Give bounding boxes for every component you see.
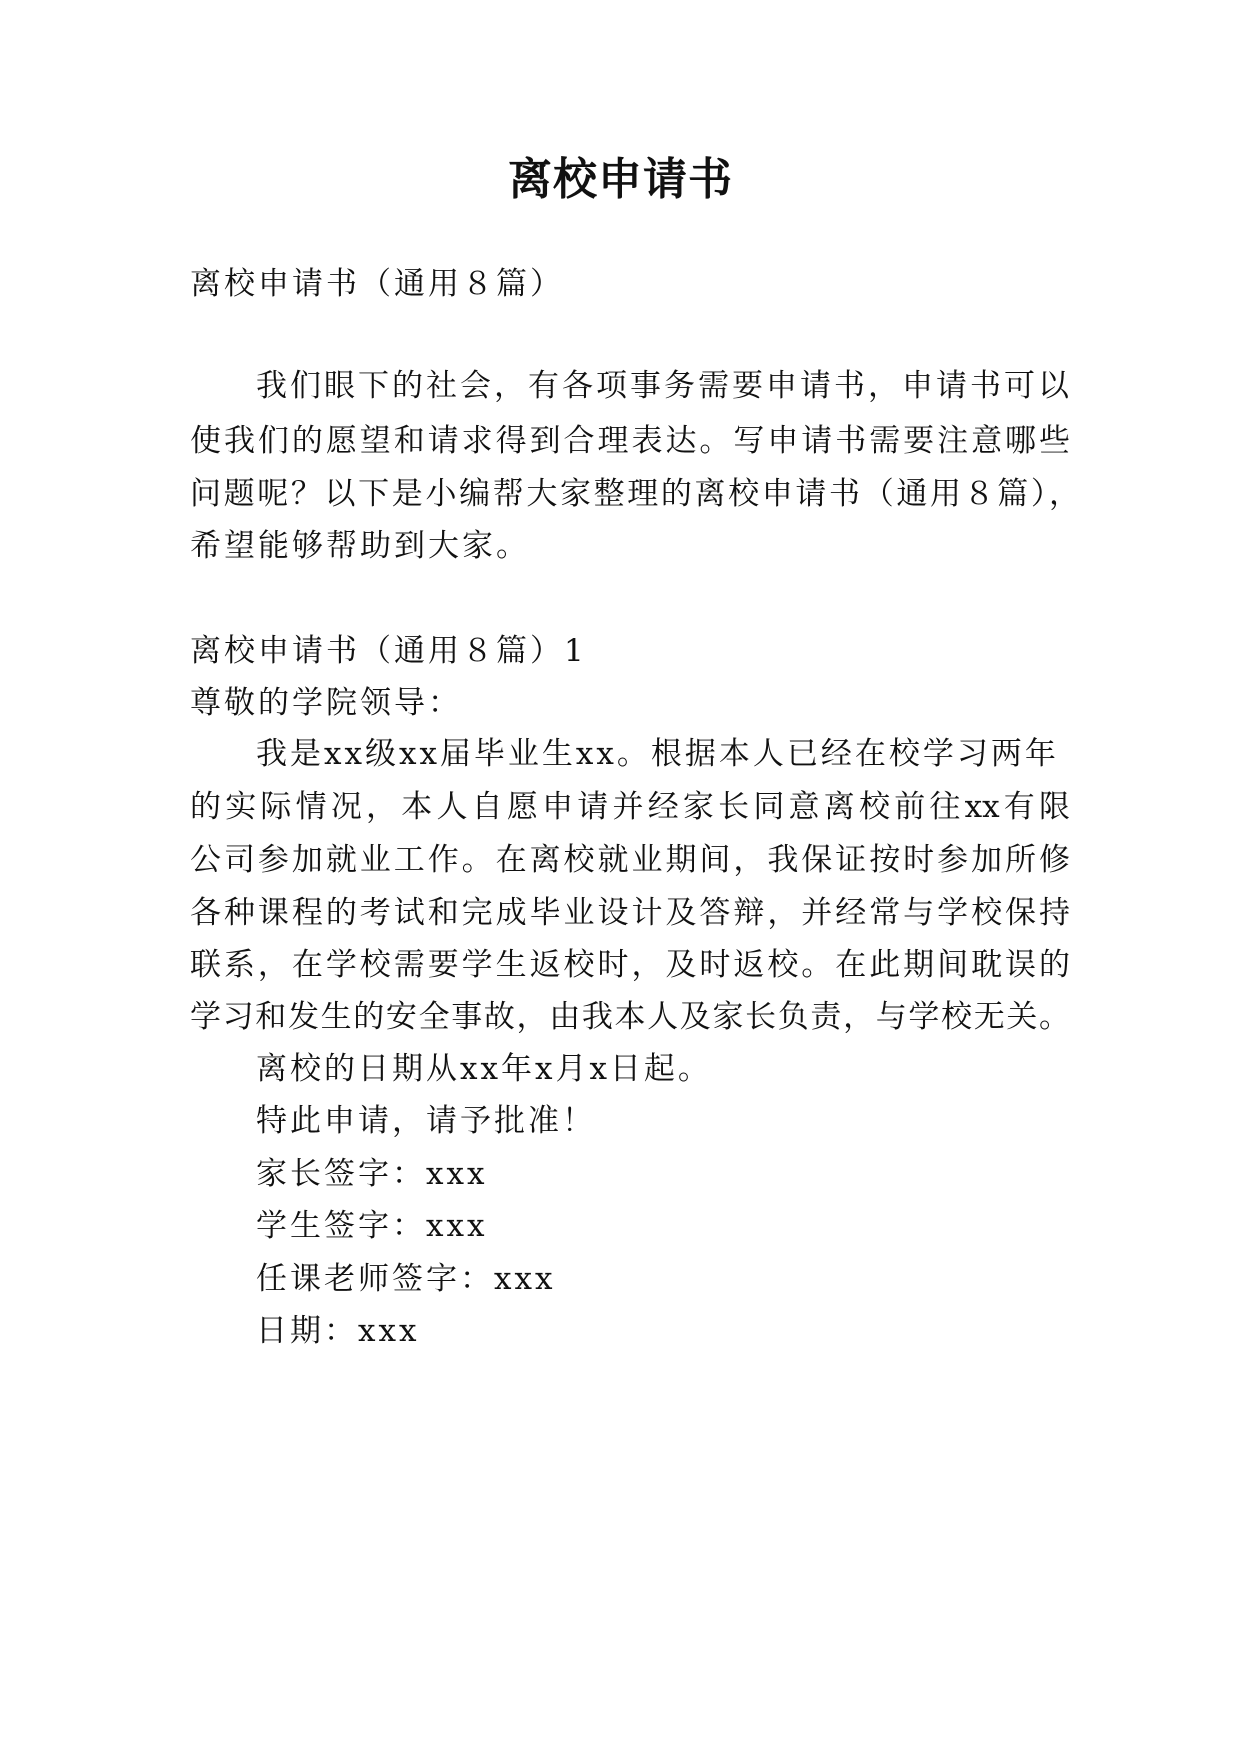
body-line-4: 各种课程的考试和完成毕业设计及答辩，并经常与学校保持	[190, 895, 1070, 931]
date-line: 离校的日期从xx年x月x日起。	[256, 1051, 712, 1087]
salutation: 尊敬的学院领导：	[190, 685, 462, 721]
section-heading: 离校申请书（通用８篇）1	[190, 633, 587, 669]
body-line-2: 的实际情况，本人自愿申请并经家长同意离校前往xx有限	[190, 789, 1070, 825]
intro-line-2: 使我们的愿望和请求得到合理表达。写申请书需要注意哪些	[190, 423, 1070, 459]
body-line-6: 学习和发生的安全事故，由我本人及家长负责，与学校无关。	[190, 999, 1070, 1035]
signature-teacher: 任课老师签字：xxx	[256, 1261, 556, 1297]
body-line-3: 公司参加就业工作。在离校就业期间，我保证按时参加所修	[190, 842, 1070, 878]
document-subtitle: 离校申请书（通用８篇）	[190, 266, 564, 302]
document-title: 离校申请书	[508, 154, 733, 205]
body-line-1: 我是xx级xx届毕业生xx。根据本人已经在校学习两年	[256, 736, 1059, 772]
closing-line: 特此申请，请予批准！	[256, 1103, 596, 1139]
intro-line-1: 我们眼下的社会，有各项事务需要申请书，申请书可以	[256, 368, 1072, 404]
body-line-5: 联系，在学校需要学生返校时，及时返校。在此期间耽误的	[190, 947, 1070, 983]
intro-line-4: 希望能够帮助到大家。	[190, 528, 530, 564]
intro-line-3: 问题呢？以下是小编帮大家整理的离校申请书（通用８篇），	[190, 476, 1080, 512]
signature-student: 学生签字：xxx	[256, 1208, 488, 1244]
signature-parent: 家长签字：xxx	[256, 1156, 488, 1192]
signature-date: 日期：xxx	[256, 1313, 420, 1349]
